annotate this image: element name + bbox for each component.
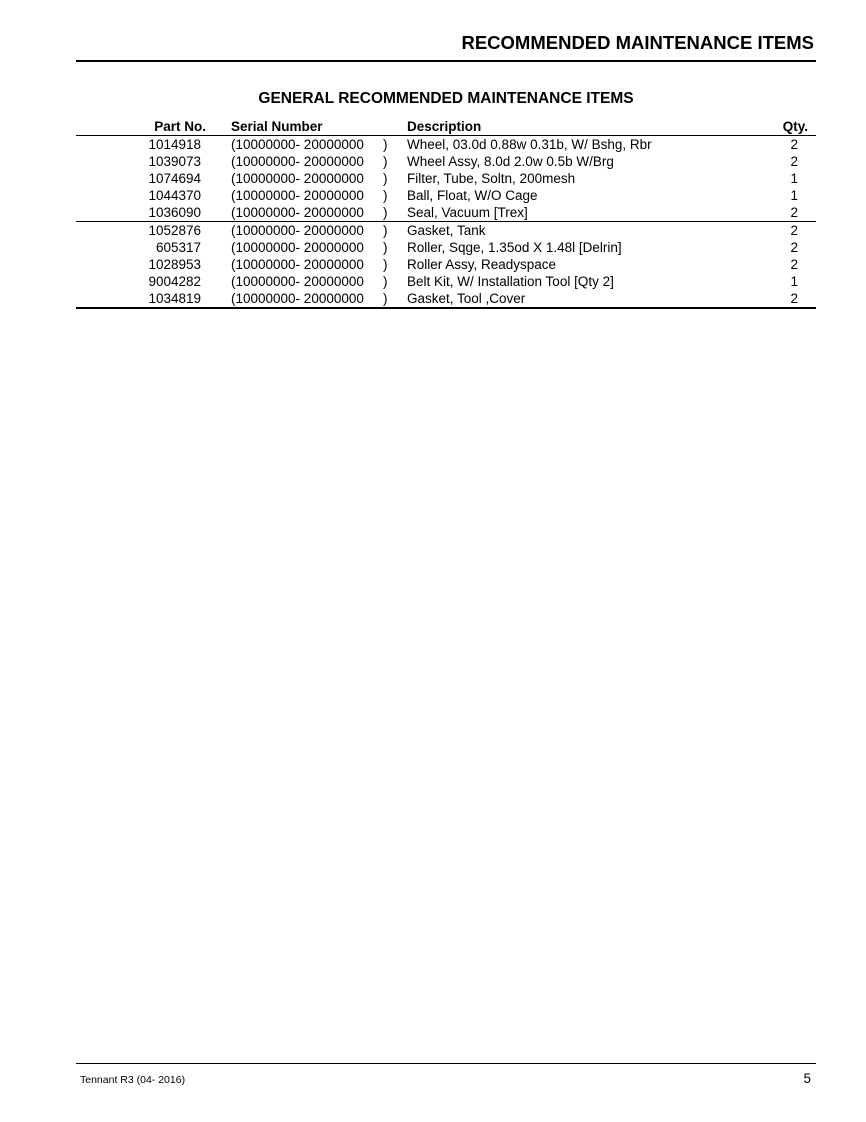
serial-range: (10000000- 20000000 — [231, 188, 364, 203]
part-number: 1052876 — [148, 223, 201, 238]
column-header-part-no: Part No. — [154, 119, 206, 134]
part-description: Gasket, Tool ,Cover — [407, 291, 526, 306]
part-description: Wheel, 03.0d 0.88w 0.31b, W/ Bshg, Rbr — [407, 137, 652, 152]
part-qty: 2 — [790, 240, 798, 255]
footer-doc-label: Tennant R3 (04- 2016) — [80, 1074, 186, 1086]
serial-range-close: ) — [383, 240, 388, 255]
serial-range: (10000000- 20000000 — [231, 291, 364, 306]
part-number: 1034819 — [148, 291, 201, 306]
serial-range-close: ) — [383, 274, 388, 289]
table-row — [76, 187, 816, 204]
part-number: 1028953 — [148, 257, 201, 272]
part-qty: 2 — [790, 154, 798, 169]
serial-range: (10000000- 20000000 — [231, 205, 364, 220]
table-row — [76, 204, 816, 222]
column-header-serial-number: Serial Number — [231, 119, 323, 134]
page-header — [76, 30, 816, 62]
part-qty: 2 — [790, 257, 798, 272]
table-row — [76, 239, 816, 256]
parts-table — [76, 117, 816, 309]
part-description: Belt Kit, W/ Installation Tool [Qty 2] — [407, 274, 614, 289]
part-number: 9004282 — [148, 274, 201, 289]
part-number: 1036090 — [148, 205, 201, 220]
footer-divider — [76, 1063, 816, 1064]
part-qty: 1 — [790, 274, 798, 289]
table-row — [76, 153, 816, 170]
part-number: 1039073 — [148, 154, 201, 169]
part-description: Roller, Sqge, 1.35od X 1.48l [Delrin] — [407, 240, 622, 255]
serial-range: (10000000- 20000000 — [231, 240, 364, 255]
part-qty: 2 — [790, 137, 798, 152]
table-row — [76, 256, 816, 273]
table-row — [76, 273, 816, 290]
part-description: Gasket, Tank — [407, 223, 486, 238]
part-description: Wheel Assy, 8.0d 2.0w 0.5b W/Brg — [407, 154, 614, 169]
part-qty: 1 — [790, 171, 798, 186]
table-row — [76, 222, 816, 239]
part-qty: 2 — [790, 223, 798, 238]
part-description: Roller Assy, Readyspace — [407, 257, 557, 272]
part-qty: 2 — [790, 291, 798, 306]
serial-range-close: ) — [383, 223, 388, 238]
serial-range: (10000000- 20000000 — [231, 274, 364, 289]
part-description: Ball, Float, W/O Cage — [407, 188, 538, 203]
part-number: 1074694 — [148, 171, 201, 186]
serial-range-close: ) — [383, 171, 388, 186]
serial-range: (10000000- 20000000 — [231, 137, 364, 152]
table-row — [76, 136, 816, 153]
serial-range-close: ) — [383, 205, 388, 220]
page-number: 5 — [803, 1071, 811, 1086]
column-header-qty: Qty. — [782, 119, 808, 134]
serial-range: (10000000- 20000000 — [231, 154, 364, 169]
serial-range: (10000000- 20000000 — [231, 223, 364, 238]
page-title: RECOMMENDED MAINTENANCE ITEMS — [461, 32, 814, 53]
table-row — [76, 170, 816, 187]
table-row — [76, 290, 816, 309]
part-qty: 1 — [790, 188, 798, 203]
part-number: 1044370 — [148, 188, 201, 203]
part-number: 605317 — [155, 240, 201, 255]
section-title: GENERAL RECOMMENDED MAINTENANCE ITEMS — [258, 90, 634, 107]
serial-range-close: ) — [383, 154, 388, 169]
serial-range-close: ) — [383, 188, 388, 203]
serial-range-close: ) — [383, 137, 388, 152]
part-number: 1014918 — [148, 137, 201, 152]
part-qty: 2 — [790, 205, 798, 220]
part-description: Filter, Tube, Soltn, 200mesh — [407, 171, 576, 186]
part-description: Seal, Vacuum [Trex] — [407, 205, 528, 220]
column-header-description: Description — [407, 119, 482, 134]
serial-range: (10000000- 20000000 — [231, 257, 364, 272]
table-header-row — [76, 117, 816, 136]
serial-range-close: ) — [383, 291, 388, 306]
serial-range: (10000000- 20000000 — [231, 171, 364, 186]
serial-range-close: ) — [383, 257, 388, 272]
